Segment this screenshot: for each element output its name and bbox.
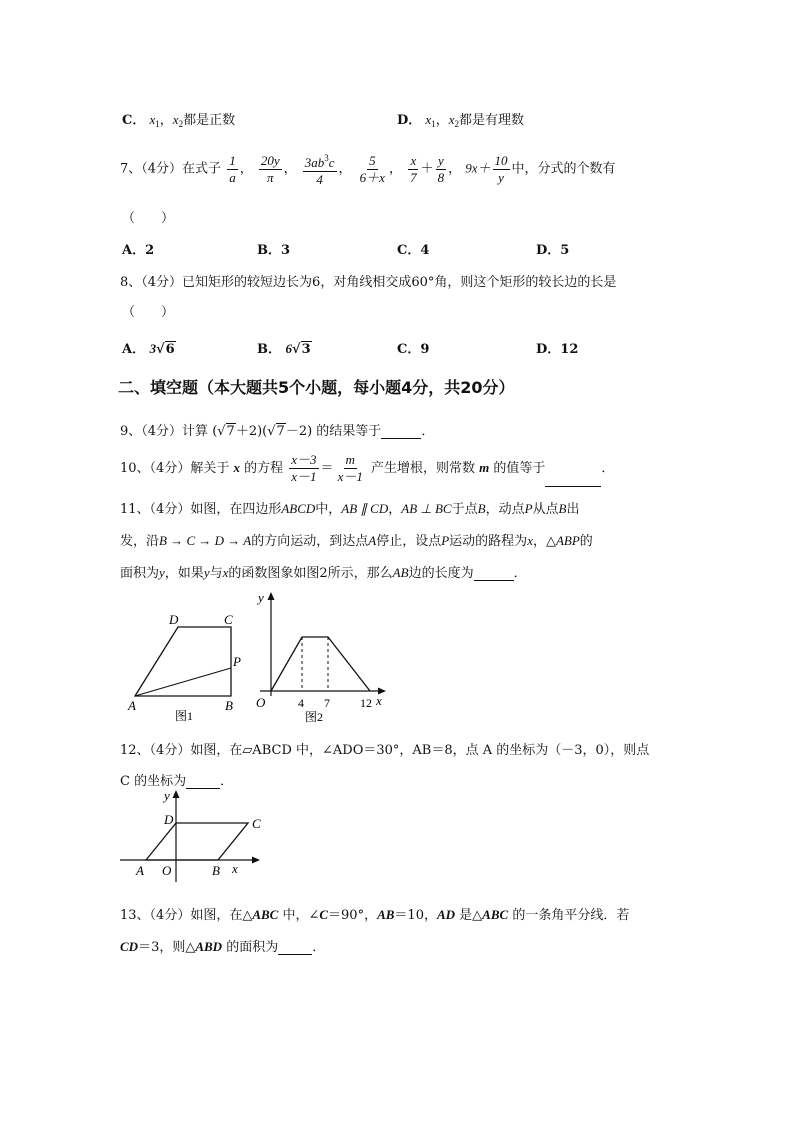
q6-c-label: C．	[122, 113, 146, 128]
q11-parallel: AB ∥ CD	[341, 501, 389, 516]
q10-var-m: m	[479, 460, 490, 475]
q9-answer-blank[interactable]	[381, 426, 421, 439]
q9-expression: (√7＋2)(√7－2)	[212, 424, 313, 439]
q7-question: 7、（4分）在式子 $\frac{1}{a}$ ， $\frac{20y}{\pi}$ ， $\frac{3ab^3c}{4}$ ， $\frac{5}{6+x}$ ， $\frac{x}{7}$ ＋ $\frac{y}{8}$ ， 9x＋ $\frac{10}{y}$ 中，分式的个数有	[120, 150, 616, 188]
q12-fig-y-arrow	[173, 790, 180, 798]
q11-l3-e: 边的长度为	[408, 566, 474, 581]
section-heading: 二、填空题（本大题共5个小题，每小题4分，共20分）	[118, 378, 515, 397]
q11-l1-b2: B	[558, 501, 567, 516]
q11-l2-d: 运动的路程为	[449, 534, 528, 549]
q7-frac-1: $\frac{1}{a}$	[229, 152, 236, 185]
q9-suffix: 的结果等于	[316, 424, 382, 439]
q11-l1-p: P	[524, 501, 533, 516]
q12-fig-label-y: y	[164, 788, 170, 803]
q7-option-b: B．3	[257, 243, 291, 258]
q6-d-label: D．	[397, 113, 422, 128]
q11-l2-a: 发，沿	[120, 534, 160, 549]
q12-line1: 12、（4分）如图，在▱ABCD 中，∠ADO＝30°，AB＝8，点 A 的坐标为（－3，0），则点	[120, 743, 650, 758]
q10-answer-blank[interactable]	[545, 474, 601, 487]
q10-question: 10、（4分）解关于 x 的方程 $\frac{x-3}{x-1}$ ＝ $\frac{m}{x-1}$ 产生增根，则常数 m 的值等于 ．	[120, 450, 614, 487]
q7-option-a: A．2	[122, 243, 155, 258]
q11-l1-e: 从点	[532, 502, 559, 517]
q13-l1-k: 的一条角平分线．若	[508, 908, 630, 923]
q11-l1-b-point: B	[477, 501, 486, 516]
q10-frac-left: $\frac{x-3}{x-1}$	[291, 452, 317, 484]
q13-l1-g: ＝10，	[394, 908, 437, 923]
q8-a-coef: 3	[149, 341, 157, 356]
q13-l1-d: C	[319, 907, 329, 922]
q10-prefix: 10、（4分）解关于	[120, 461, 230, 476]
q11-fig1-label-d: D	[169, 612, 179, 627]
q13-l1-h: AD	[436, 907, 456, 922]
q12-fig-label-o: O	[162, 863, 172, 878]
q11-fig2-caption: 图2	[305, 710, 324, 724]
q8-paren: （ ）	[122, 305, 175, 320]
q11-figure-1	[125, 610, 245, 725]
q12-fig-parallelogram	[146, 823, 248, 860]
q12-fig-label-x: x	[232, 861, 238, 876]
q10-var-x: x	[233, 460, 240, 475]
q7-suffix: 中，分式的个数有	[511, 161, 616, 177]
q8-option-d: D．12	[536, 342, 579, 357]
q13-l1-i: 是△	[455, 908, 483, 923]
q11-l2-a-point: A	[368, 533, 377, 548]
q11-l2-c: 停止，设点	[376, 534, 442, 549]
q11-l1-b: 中，	[315, 502, 342, 517]
q7-frac-3: $\frac{3ab^3c}{4}$	[303, 150, 337, 188]
q12-fig-label-a: A	[136, 863, 144, 878]
q11-fig2-label-o: O	[256, 695, 266, 710]
q8-b-label: B．	[257, 342, 281, 357]
q12-l2-text: C 的坐标为	[120, 774, 187, 789]
q11-l1-c: 于点	[451, 502, 478, 517]
q11-fig2-tick-4: 4	[298, 696, 304, 710]
q13-l2-a: CD	[120, 939, 139, 954]
q13-l1-j: ABC	[482, 907, 509, 922]
q11-l3-ab: AB	[392, 565, 409, 580]
q8-a-rad: 6	[165, 342, 175, 357]
q11-l3-y2: y	[203, 565, 210, 580]
q8-question: 8、（4分）已知矩形的较短边长为6，对角线相交成60°角，则这个矩形的较长边的长是	[120, 275, 617, 290]
q10-suffix: 的值等于	[493, 461, 546, 476]
q8-option-a: A． 3√6	[122, 341, 175, 357]
q11-quad: ABCD	[281, 501, 316, 516]
q11-fig2-label-y: y	[258, 590, 264, 605]
q7-frac-5: $\frac{x}{7}$	[410, 152, 417, 185]
q11-l2-f: 的	[579, 534, 593, 549]
q11-path: B → C → D → A	[159, 533, 252, 548]
q13-line1	[120, 904, 629, 923]
q10-after: 产生增根，则常数	[370, 461, 475, 476]
q11-fig1-label-b: B	[225, 698, 233, 713]
q11-fig2-tick-12: 12	[360, 696, 372, 710]
q13-answer-blank[interactable]	[278, 942, 312, 955]
q11-l3-x: x	[222, 565, 229, 580]
q7-option-c: C．4	[397, 243, 430, 258]
q11-fig1-label-c: C	[224, 612, 233, 627]
q11-fig1-quadrilateral	[135, 627, 231, 696]
q13-line2: CD＝3，则△ABD 的面积为 ．	[120, 939, 326, 955]
q6-d-x1: $x_1$	[425, 112, 436, 129]
q7-frac-4: $\frac{5}{6+x}$	[359, 152, 385, 185]
q11-l2-x: x	[527, 533, 533, 548]
q7-frac-2: $\frac{20y}{\pi}$	[260, 152, 280, 185]
q11-line3: 面积为y，如果y与x的函数图象如图2所示，那么AB边的长度为 ．	[120, 565, 527, 581]
q11-fig2-tick-7: 7	[324, 696, 330, 710]
q11-fig2-y-arrow	[268, 592, 275, 600]
q7-expr-9x: 9x＋	[465, 160, 491, 176]
q13-l2-b: ＝3，则△	[138, 940, 196, 955]
q13-l1-b: ABC	[252, 907, 279, 922]
q11-fig2-label-x: x	[376, 693, 382, 708]
q12-fig-label-d: D	[164, 812, 174, 827]
q12-figure	[118, 786, 268, 886]
q11-line1: 11、（4分）如图，在四边形ABCD中，AB ∥ CD，AB ⊥ BC于点B，动点P从点B出	[120, 501, 580, 517]
q11-figure-2	[250, 588, 390, 726]
q6-option-c: C． $x_1$，$x_2$都是正数	[122, 112, 236, 129]
q6-c-text: 都是正数	[183, 113, 236, 128]
q11-l1-a: 11、（4分）如图，在四边形	[120, 502, 282, 517]
q11-answer-blank[interactable]	[474, 568, 514, 581]
q11-l2-p: P	[441, 533, 450, 548]
q8-a-label: A．	[122, 342, 146, 357]
q12-fig-label-b: B	[212, 863, 220, 878]
q13-l1-e: ＝90°，	[328, 908, 378, 923]
q11-l3-a: 面积为	[120, 566, 160, 581]
q11-l2-e: ，△	[532, 534, 556, 549]
q6-option-d: D． $x_1$，$x_2$都是有理数	[397, 112, 525, 129]
q11-l3-b: ，如果	[164, 566, 204, 581]
q11-perp: AB ⊥ BC	[401, 501, 452, 516]
q11-fig1-caption: 图1	[175, 709, 194, 723]
q13-l1-f: AB	[377, 907, 395, 922]
q10-frac-right: $\frac{m}{x-1}$	[337, 452, 363, 484]
q9-question: 9、（4分）计算 (√7＋2)(√7－2) 的结果等于 ．	[120, 424, 435, 439]
q9-prefix: 9、（4分）计算	[120, 424, 209, 439]
q11-fig2-graph-line	[271, 637, 370, 691]
q7-option-d: D．5	[536, 243, 570, 258]
q11-line2	[120, 530, 593, 549]
q11-l1-d: ，动点	[485, 502, 525, 517]
q11-l1-f: 出	[566, 502, 580, 517]
q6-d-text: 都是有理数	[459, 113, 525, 128]
q13-l1-a: 13、（4分）如图，在△	[120, 908, 253, 923]
q11-l3-c: 与	[209, 566, 223, 581]
q6-c-x2: $x_2$	[172, 112, 184, 129]
q8-b-rad: 3	[301, 342, 311, 357]
q11-l3-y: y	[159, 565, 165, 580]
q8-option-b: B． 6√3	[257, 341, 311, 357]
q7-frac-6: $\frac{y}{8}$	[437, 152, 445, 185]
q10-mid: 的方程	[244, 461, 284, 476]
q13-l1-c: 中，∠	[278, 908, 320, 923]
q12-line2: C 的坐标为 ．	[120, 774, 234, 789]
q7-paren: （ ）	[122, 211, 175, 226]
q11-fig1-label-p: P	[233, 654, 241, 669]
q7-prefix: 7、（4分）在式子	[120, 161, 222, 177]
q11-l2-abp: ABP	[555, 533, 580, 548]
q12-fig-x-arrow	[252, 857, 260, 864]
q11-l2-b: 的方向运动，到达点	[251, 534, 369, 549]
q8-b-coef: 6	[285, 341, 293, 356]
q11-l3-d: 的函数图象如图2所示，那么	[228, 566, 393, 581]
q12-fig-label-c: C	[252, 816, 261, 831]
q11-fig1-label-a: A	[128, 698, 136, 713]
q13-l2-c: ABD	[195, 939, 223, 954]
q13-l2-d: 的面积为	[222, 940, 279, 955]
q6-d-x2: $x_2$	[448, 112, 459, 129]
q8-option-c: C．9	[397, 342, 430, 357]
q7-frac-7: $\frac{10}{y}$	[494, 152, 508, 185]
q6-c-x1: $x_1$	[149, 112, 160, 129]
